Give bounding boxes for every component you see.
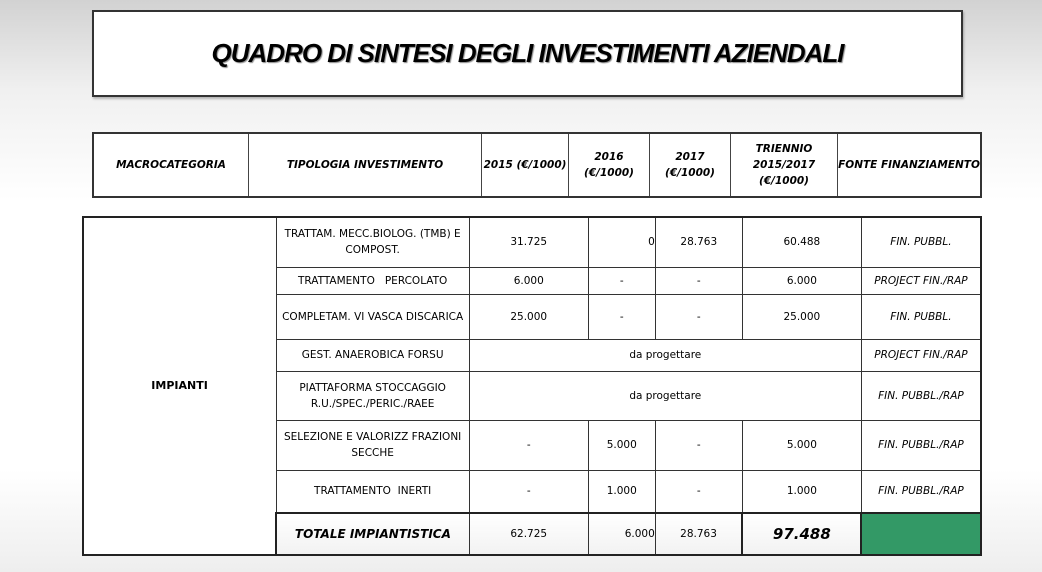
y2017-cell: - — [655, 420, 742, 470]
y2016-cell: - — [588, 294, 655, 339]
table-row — [83, 217, 981, 267]
y2016-cell: 5.000 — [588, 420, 655, 470]
total-fonte-green-cell — [861, 513, 981, 555]
col-2017: 2017 (€/1000) — [650, 133, 731, 197]
fonte-cell: FIN. PUBBL./RAP — [861, 420, 981, 470]
triennio-cell: 5.000 — [742, 420, 861, 470]
triennio-cell: 60.488 — [742, 217, 861, 267]
triennio-cell: 25.000 — [742, 294, 861, 339]
tipologia-cell: SELEZIONE E VALORIZZ FRAZIONI SECCHE — [276, 420, 469, 470]
y2016-cell: 1.000 — [588, 470, 655, 513]
triennio-cell: 1.000 — [742, 470, 861, 513]
col-2015: 2015 (€/1000) — [482, 133, 569, 197]
fonte-cell: FIN. PUBBL. — [861, 294, 981, 339]
total-triennio: 97.488 — [742, 513, 861, 555]
y2017-cell: - — [655, 470, 742, 513]
col-triennio-l3: (€/1000) — [759, 175, 809, 187]
fonte-cell: PROJECT FIN./RAP — [861, 267, 981, 294]
merged-status-cell: da progettare — [469, 339, 861, 371]
fonte-cell: FIN. PUBBL./RAP — [861, 470, 981, 513]
page-title: QUADRO DI SINTESI DEGLI INVESTIMENTI AZIENDALI — [211, 38, 844, 68]
header-table — [92, 132, 982, 198]
y2015-cell: - — [469, 470, 588, 513]
macrocategoria-cell: IMPIANTI — [83, 217, 276, 555]
y2017-cell: - — [655, 294, 742, 339]
triennio-cell: 6.000 — [742, 267, 861, 294]
col-fonte: FONTE FINANZIAMENTO — [838, 133, 982, 197]
y2017-cell: - — [655, 267, 742, 294]
tipologia-cell: TRATTAMENTO PERCOLATO — [276, 267, 469, 294]
tipologia-cell: TRATTAMENTO INERTI — [276, 470, 469, 513]
tipologia-cell: PIATTAFORMA STOCCAGGIO R.U./SPEC./PERIC./RAEE — [276, 371, 469, 420]
col-triennio-l2: 2015/2017 — [752, 159, 816, 171]
tipologia-cell: GEST. ANAEROBICA FORSU — [276, 339, 469, 371]
y2015-cell: - — [469, 420, 588, 470]
total-2015: 62.725 — [469, 513, 588, 555]
y2016-cell: - — [588, 267, 655, 294]
fonte-cell: FIN. PUBBL./RAP — [861, 371, 981, 420]
merged-status-cell: da progettare — [469, 371, 861, 420]
y2015-cell: 25.000 — [469, 294, 588, 339]
header-row — [93, 133, 981, 197]
fonte-cell: FIN. PUBBL. — [861, 217, 981, 267]
title-box — [92, 10, 963, 97]
col-tipologia: TIPOLOGIA INVESTIMENTO — [249, 133, 482, 197]
fonte-cell: PROJECT FIN./RAP — [861, 339, 981, 371]
col-2016: 2016 (€/1000) — [569, 133, 650, 197]
total-2017: 28.763 — [655, 513, 742, 555]
col-triennio-l1: TRIENNIO — [755, 143, 813, 155]
total-label: TOTALE IMPIANTISTICA — [276, 513, 469, 555]
total-2016: 6.000 — [588, 513, 655, 555]
tipologia-cell: COMPLETAM. VI VASCA DISCARICA — [276, 294, 469, 339]
y2017-cell: 28.763 — [655, 217, 742, 267]
y2015-cell: 6.000 — [469, 267, 588, 294]
tipologia-cell: TRATTAM. MECC.BIOLOG. (TMB) E COMPOST. — [276, 217, 469, 267]
y2015-cell: 31.725 — [469, 217, 588, 267]
col-macrocategoria: MACROCATEGORIA — [93, 133, 249, 197]
col-triennio — [731, 133, 838, 197]
investments-table — [82, 216, 982, 556]
y2016-cell: 0 — [588, 217, 655, 267]
